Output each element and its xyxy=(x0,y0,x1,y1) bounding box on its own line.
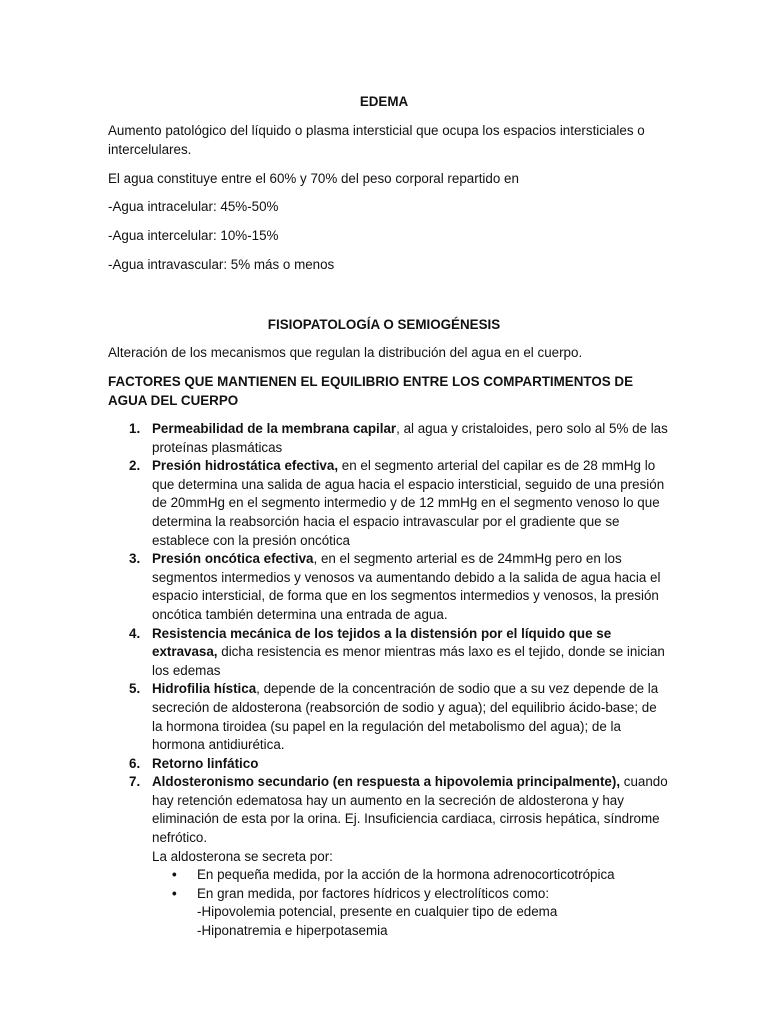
list-number: 3. xyxy=(129,551,141,567)
list-number: 5. xyxy=(129,681,141,697)
aldosterona-bullets xyxy=(152,866,668,903)
factor-text: , depende de la concentración de sodio que a su vez depende de la secreción de aldosterona (reabsorción de sodio y agua); del equilibrio ácido-base; de la hormona tiroidea (su papel en la regulación del metabolismo del agua); de la hormona antidiurética. xyxy=(152,681,659,753)
bullet-dot: • xyxy=(172,867,177,883)
factor-term: Aldosteronismo secundario (en respuesta a hipovolemia principalmente), xyxy=(152,774,621,790)
list-item xyxy=(108,680,668,754)
factor-term: Hidrofilia hística xyxy=(152,681,257,697)
page-title: EDEMA xyxy=(359,94,409,109)
list-item xyxy=(108,773,668,940)
water-intercelular: -Agua intercelular: 10%-15% xyxy=(108,228,279,243)
sub-item: -Hiponatremia e hiperpotasemia xyxy=(197,923,388,939)
list-number: 1. xyxy=(129,421,141,436)
factors-heading: FACTORES QUE MANTIENEN EL EQUILIBRIO ENTRE LOS COMPARTIMENTOS DE AGUA DEL CUERPO xyxy=(108,374,633,408)
sub-item: -Hipovolemia potencial, presente en cualquier tipo de edema xyxy=(197,904,558,920)
definition-paragraph: Aumento patológico del líquido o plasma intersticial que ocupa los espacios intersticiales o intercelulares. xyxy=(108,123,645,157)
section-text: Alteración de los mecanismos que regulan la distribución del agua en el cuerpo. xyxy=(108,345,583,360)
factor-term: Resistencia mecánica de los tejidos a la distensión por el líquido que se extravasa, xyxy=(152,625,612,660)
bullet-dot: • xyxy=(172,885,177,901)
factor-term: Retorno linfático xyxy=(152,755,259,771)
factor-text: , en el segmento arterial es de 24mmHg pero en los segmentos intermedios y venosos va aumentando debido a la salida de agua hacia el espacio intersticial, de forma que en los segmentos intermedios y venosos, la presión oncótica también determina una entrada de agua. xyxy=(152,551,661,622)
factor-term: Presión hidrostática efectiva, xyxy=(152,458,339,474)
bullet-text: En pequeña medida, por la acción de la hormona adrenocorticotrópica xyxy=(197,867,615,883)
bullet-item xyxy=(152,885,668,904)
list-item xyxy=(108,755,668,774)
bullet-text: En gran medida, por factores hídricos y electrolíticos como: xyxy=(197,885,550,901)
water-intracelular: -Agua intracelular: 45%-50% xyxy=(108,199,279,214)
list-number: 4. xyxy=(129,625,141,641)
list-item xyxy=(108,625,668,681)
factor-text: en el segmento arterial del capilar es de 28 mmHg lo que determina una salida de agua hacia el espacio intersticial, seguido de una presión de 20mmHg en el segmento intermedio y de 12 mmHg en el segmento venoso lo que determina la reabsorción hacia el espacio intravascular por el gradiente que se establece con la presión oncótica xyxy=(152,458,665,548)
list-item xyxy=(108,420,668,457)
section-heading: FISIOPATOLOGÍA O SEMIOGÉNESIS xyxy=(267,317,501,332)
list-number: 6. xyxy=(129,755,141,771)
aldosterona-lead: La aldosterona se secreta por: xyxy=(152,848,333,864)
list-item xyxy=(108,550,668,624)
factor-text: dicha resistencia es menor mientras más laxo es el tejido, donde se inician los edemas xyxy=(152,644,665,678)
factor-term: Permeabilidad de la membrana capilar xyxy=(152,421,397,436)
list-number: 2. xyxy=(129,458,141,474)
factor-term: Presión oncótica efectiva xyxy=(152,551,314,567)
list-number: 7. xyxy=(129,774,141,790)
factor-text: cuando hay retención edematosa hay un aumento en la secreción de aldosterona y hay eliminación de esta por la orina. Ej. Insuficiencia cardiaca, cirrosis hepática, síndrome nefrótico. xyxy=(152,774,668,846)
factors-list xyxy=(108,420,668,941)
factor-text: , al agua y cristaloides, pero solo al 5% de las proteínas plasmáticas xyxy=(152,421,668,455)
list-item xyxy=(108,457,668,550)
water-paragraph: El agua constituye entre el 60% y 70% del peso corporal repartido en xyxy=(108,171,519,186)
water-intravascular: -Agua intravascular: 5% más o menos xyxy=(108,257,335,272)
bullet-item xyxy=(152,866,668,885)
